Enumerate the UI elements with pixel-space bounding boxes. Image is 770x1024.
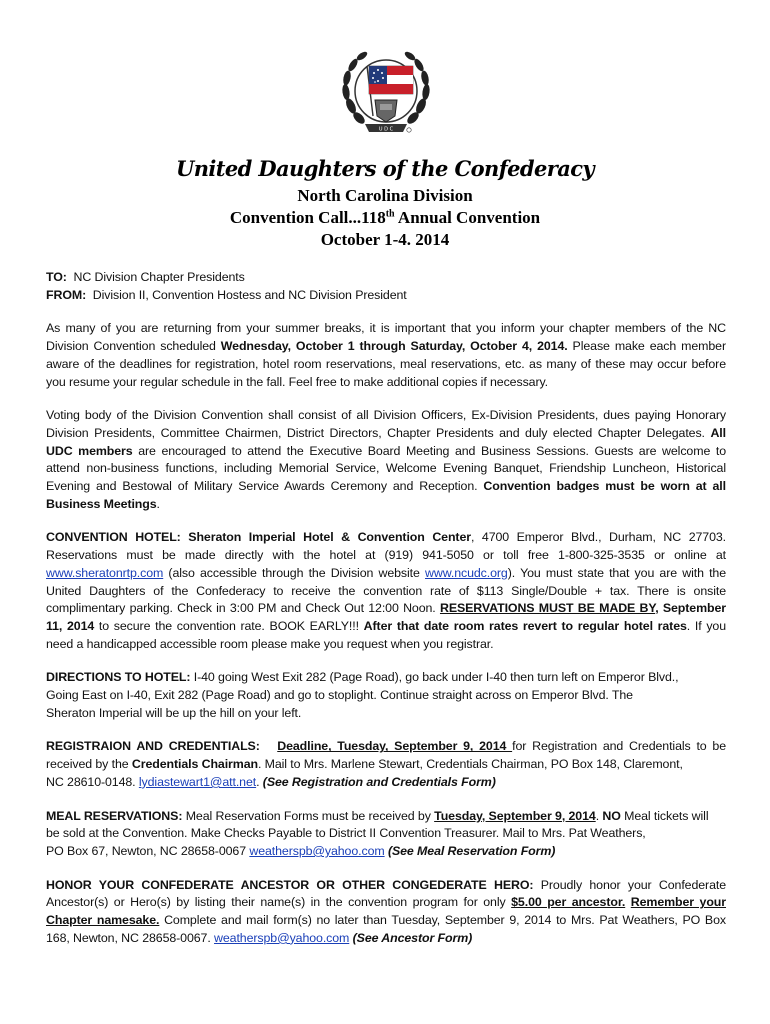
hotel-paragraph bbox=[46, 529, 726, 653]
letter-body bbox=[46, 269, 726, 964]
meal-label: MEAL RESERVATIONS: bbox=[46, 808, 183, 823]
honor-text-1: Proudly honor your Confederate Ancestor(s) or Hero(s) by listing their name(s) in the convention program for only bbox=[46, 877, 726, 910]
registration-text-1: for Registration and Credentials to be received by the bbox=[46, 739, 727, 772]
directions-paragraph bbox=[46, 669, 726, 722]
directions-line-1: I-40 going West Exit 282 (Page Road), go back under I-40 then turn left on Emperor Blvd., bbox=[190, 670, 679, 685]
hotel-label: CONVENTION HOTEL: bbox=[46, 530, 181, 545]
meal-text-4: PO Box 67, Newton, NC 28658-0067 bbox=[46, 843, 250, 858]
convention-sup: th bbox=[385, 208, 395, 220]
registration-text-4: . bbox=[256, 774, 263, 789]
voting-text-c: are encouraged to attend the Executive Board Meeting and Business Sessions. Guests are welcome to attend non-business functions, including Memorial Service, Welcome Evening Banquet, Friendship Luncheon, Historical Evening and Bestowal of Military Service Awards Ceremony and Reception. bbox=[46, 443, 726, 494]
meal-no-bold: NO bbox=[602, 808, 621, 823]
svg-text:U D C: U D C bbox=[378, 126, 394, 133]
convention-prefix: Convention Call...118 bbox=[229, 208, 386, 227]
weathers-email-link[interactable]: weatherspb@yahoo.com bbox=[249, 843, 385, 858]
directions-line-3: Sheraton Imperial will be up the hill on your left. bbox=[46, 705, 302, 720]
honor-label: HONOR YOUR CONFEDERATE ANCESTOR OR OTHER CONGEDERATE HERO: bbox=[46, 877, 534, 892]
ncudc-link[interactable]: www.ncudc.org bbox=[425, 565, 508, 580]
hotel-text-4: to secure the convention rate. BOOK EARLY!!! bbox=[94, 618, 364, 633]
meal-deadline: Tuesday, September 9, 2014 bbox=[434, 808, 596, 823]
honor-remember: Remember your Chapter namesake. bbox=[46, 895, 727, 928]
hotel-text-1: Reservations must be made directly with the hotel at (919) 941-5050 or toll free 1-800-325-3535 or online at bbox=[46, 548, 726, 563]
reservations-date-bold: , September 11, 2014 bbox=[46, 601, 726, 633]
voting-text-a: Voting body of the Division Convention shall consist of all Division Officers, Ex-Division Presidents, dues paying Honorary Division Presidents, Committee Chairmen, District Directors, Chapter Presidents and duly elected Chapter Delegates. bbox=[46, 408, 726, 440]
registration-text-3: NC 28610-0148. bbox=[46, 774, 139, 789]
intro-text-a: As many of you are returning from your summer breaks, it is important that you inform your chapter members of the NC Division Convention scheduled bbox=[46, 321, 726, 354]
sheraton-link[interactable]: www.sheratonrtp.com bbox=[46, 565, 164, 580]
hotel-text-3: ). You must state that you are with the United Daughters of the Confederacy to receive the convention rate of $113 Single/Double + tax. There is onsite complimentary parking. Check in 3:00 PM and Check Out 12:00 Noon. bbox=[46, 565, 727, 616]
registration-label: REGISTRAION AND CREDENTIALS: bbox=[46, 739, 260, 754]
intro-text-c: Please make each member aware of the deadlines for registration, hotel room reservations, meal reservations, etc. as many of these may occur before you resume your regular schedule in the fall. Feel free to make additional copies if necessary. bbox=[46, 339, 726, 389]
stewart-email-link[interactable]: lydiastewart1@att.net bbox=[138, 774, 257, 789]
voting-paragraph bbox=[46, 407, 726, 513]
honor-paragraph bbox=[46, 877, 726, 948]
registration-deadline: Deadline, Tuesday, September 9, 2014 bbox=[277, 739, 513, 754]
reservations-deadline-bold: RESERVATIONS MUST BE MADE BY bbox=[439, 601, 656, 616]
intro-dates-bold: Wednesday, October 1 through Saturday, October 4, 2014. bbox=[220, 339, 568, 354]
meal-text-2: . bbox=[595, 808, 603, 823]
registration-form-ref: (See Registration and Credentials Form) bbox=[262, 774, 496, 789]
udc-emblem-logo bbox=[335, 44, 437, 144]
voting-udc-bold: All UDC members bbox=[46, 425, 726, 458]
org-name-heading: United Daughters of the Confederacy bbox=[176, 156, 594, 181]
meal-line-2: be sold at the Convention. Make Checks Payable to District II Convention Treasurer. Mail to Mrs. Pat Weathers, bbox=[46, 826, 646, 841]
ancestor-form-ref: (See Ancestor Form) bbox=[352, 930, 473, 945]
voting-badges-bold: Convention badges must be worn at all Business Meetings bbox=[46, 479, 726, 511]
meal-paragraph bbox=[46, 808, 726, 861]
meal-form-ref: (See Meal Reservation Form) bbox=[387, 843, 556, 858]
rate-revert-bold: After that date room rates revert to regular hotel rates bbox=[363, 618, 687, 633]
hotel-name: Sheraton Imperial Hotel & Convention Center bbox=[180, 530, 471, 545]
meal-text-1: Meal Reservation Forms must be received by bbox=[182, 808, 435, 823]
hotel-address: , 4700 Emperor Blvd., Durham, NC 27703. bbox=[470, 530, 726, 545]
directions-line-2: Going East on I-40, Exit 282 (Page Road) and go to stoplight. Continue straight across on Emperor Blvd. The bbox=[46, 688, 633, 703]
hotel-text-2: (also accessible through the Division website bbox=[163, 565, 425, 580]
directions-label: DIRECTIONS TO HOTEL: bbox=[46, 670, 191, 685]
registration-text-2: . Mail to Mrs. Marlene Stewart, Credentials Chairman, PO Box 148, Claremont, bbox=[257, 757, 683, 772]
to-value: NC Division Chapter Presidents bbox=[73, 270, 245, 284]
registration-paragraph bbox=[46, 738, 726, 791]
honor-text-3: Complete and mail form(s) no later than Tuesday, September 9, 2014 to Mrs. Pat Weathers, PO Box 168, Newton, NC 28658-0067. bbox=[46, 913, 726, 945]
weathers-email-link-2[interactable]: weatherspb@yahoo.com bbox=[214, 930, 350, 945]
from-value: Division II, Convention Hostess and NC Division President bbox=[92, 287, 407, 302]
memo-block bbox=[46, 269, 726, 304]
to-label: TO: bbox=[46, 270, 67, 284]
meal-text-3: Meal tickets will bbox=[620, 808, 709, 823]
hotel-text-5: . If you need a handicapped accessible room please make you request when you registrar. bbox=[46, 618, 727, 651]
from-label: FROM: bbox=[46, 287, 87, 302]
credentials-chairman-bold: Credentials Chairman bbox=[131, 757, 258, 772]
convention-dates: October 1-4. 2014 bbox=[320, 230, 450, 249]
convention-suffix: Annual Convention bbox=[394, 208, 541, 227]
voting-text-e: . bbox=[156, 496, 160, 511]
convention-heading bbox=[0, 208, 770, 228]
intro-paragraph bbox=[46, 320, 726, 391]
honor-price: $5.00 per ancestor. bbox=[511, 895, 626, 910]
division-heading: North Carolina Division bbox=[297, 186, 473, 205]
